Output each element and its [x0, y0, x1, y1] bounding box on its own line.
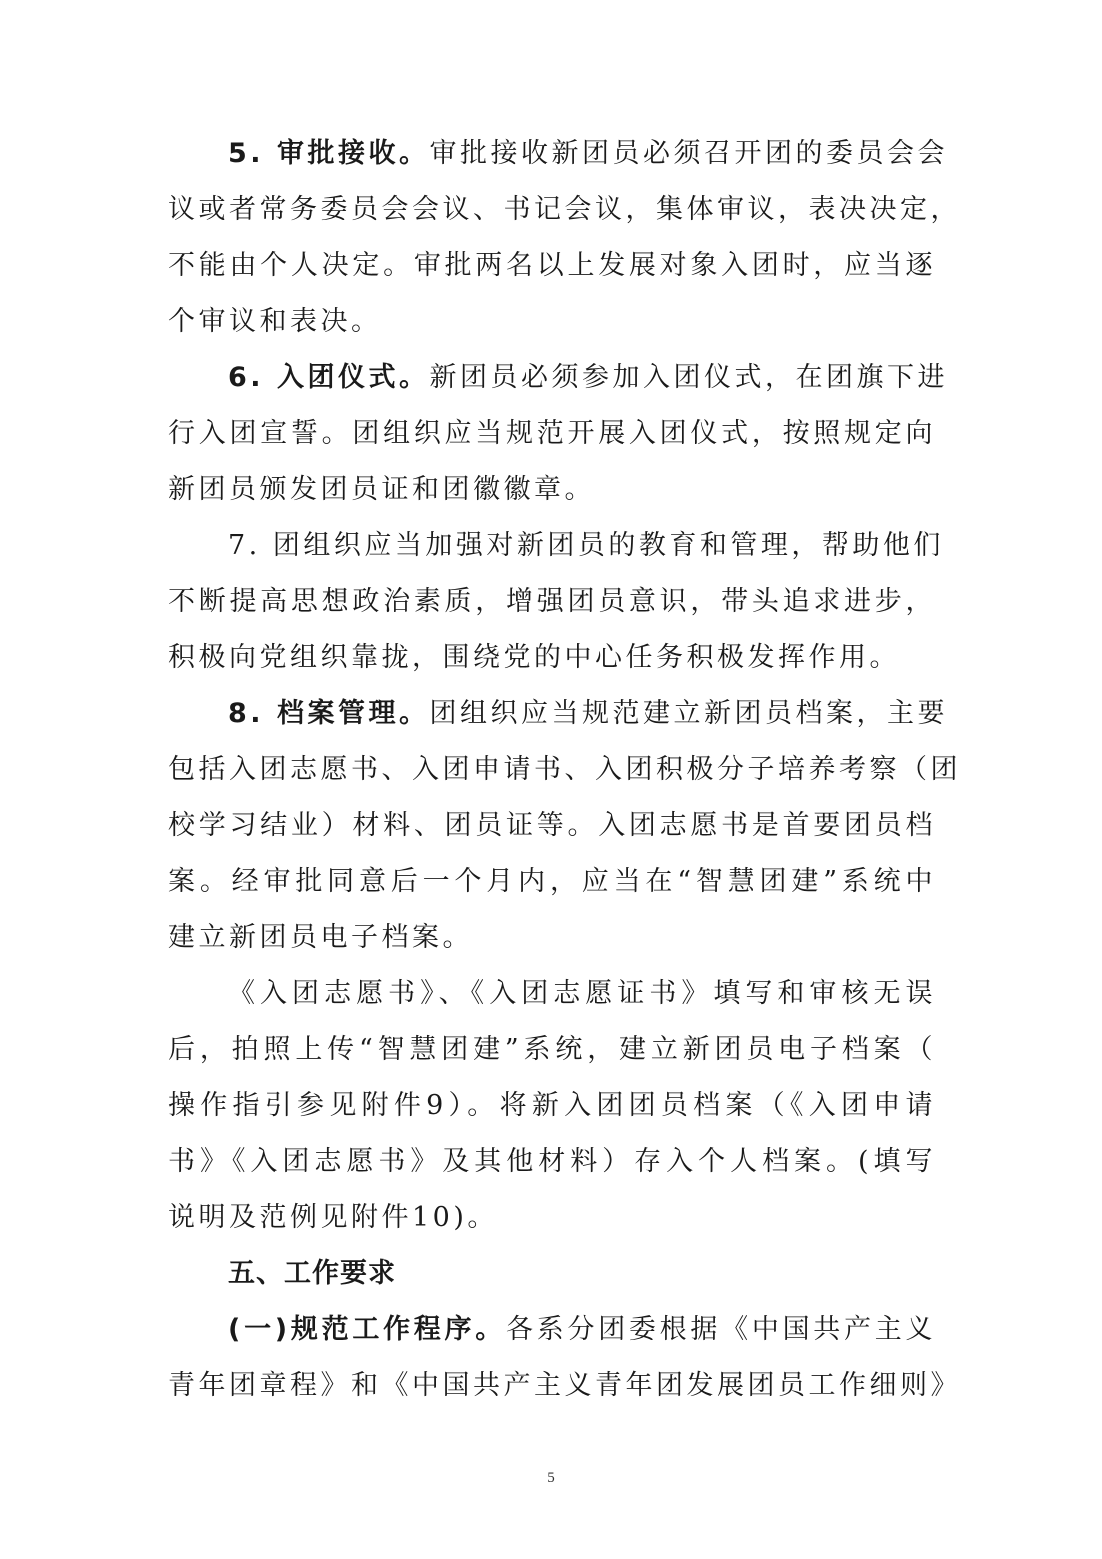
paragraph-8-line-3: 校学习结业）材料、团员证等。入团志愿书是首要团员档: [168, 810, 936, 841]
section-heading: 五、工作要求: [228, 1258, 396, 1289]
paragraph-8-line-2: 包括入团志愿书、入团申请书、入团积极分子培养考察（团: [168, 754, 961, 785]
section-paragraph-line-1: (一)规范工作程序。各系分团委根据《中国共产主义: [228, 1314, 937, 1345]
document-body: [168, 126, 961, 1414]
paragraph-9-line-4: 书》《入团志愿书》及其他材料）存入个人档案。(填写: [168, 1146, 936, 1177]
paragraph-5-line-3: 不能由个人决定。审批两名以上发展对象入团时，应当逐: [168, 250, 936, 281]
paragraph-7-line-3: 积极向党组织靠拢，围绕党的中心任务积极发挥作用。: [168, 642, 900, 673]
paragraph-7-line-1: 7. 团组织应当加强对新团员的教育和管理，帮助他们: [228, 530, 944, 561]
paragraph-9-line-5: 说明及范例见附件10)。: [168, 1202, 498, 1233]
paragraph-5-lead: 5. 审批接收。: [228, 138, 430, 169]
paragraph-8-line-4: 案。经审批同意后一个月内，应当在“智慧团建”系统中: [168, 866, 936, 897]
paragraph-6-line-2: 行入团宣誓。团组织应当规范开展入团仪式，按照规定向: [168, 418, 936, 449]
section-paragraph-lead: (一)规范工作程序。: [228, 1314, 506, 1345]
paragraph-6-line-3: 新团员颁发团员证和团徽徽章。: [168, 474, 595, 505]
section-paragraph-line-2: 青年团章程》和《中国共产主义青年团发展团员工作细则》: [168, 1370, 961, 1401]
paragraph-9-line-2: 后，拍照上传“智慧团建”系统，建立新团员电子档案（: [168, 1034, 936, 1065]
paragraph-7-line-2: 不断提高思想政治素质，增强团员意识，带头追求进步，: [168, 586, 936, 617]
page-number: 5: [547, 1470, 555, 1486]
paragraph-6-line-1: 6. 入团仪式。新团员必须参加入团仪式，在团旗下进: [228, 362, 948, 393]
paragraph-5-line-4: 个审议和表决。: [168, 306, 382, 337]
paragraph-5-line-1: 5. 审批接收。审批接收新团员必须召开团的委员会会: [228, 138, 948, 169]
paragraph-8-lead: 8. 档案管理。: [228, 698, 430, 729]
paragraph-6-lead: 6. 入团仪式。: [228, 362, 430, 393]
paragraph-9-line-1: 《入团志愿书》、《入团志愿证书》填写和审核无误: [228, 978, 936, 1009]
paragraph-5-line-2: 议或者常务委员会会议、书记会议，集体审议，表决决定，: [168, 194, 961, 225]
paragraph-8-line-5: 建立新团员电子档案。: [168, 922, 473, 953]
paragraph-9-line-3: 操作指引参见附件9）。将新入团团员档案（《入团申请: [168, 1090, 936, 1121]
paragraph-8-line-1: 8. 档案管理。团组织应当规范建立新团员档案，主要: [228, 698, 948, 729]
